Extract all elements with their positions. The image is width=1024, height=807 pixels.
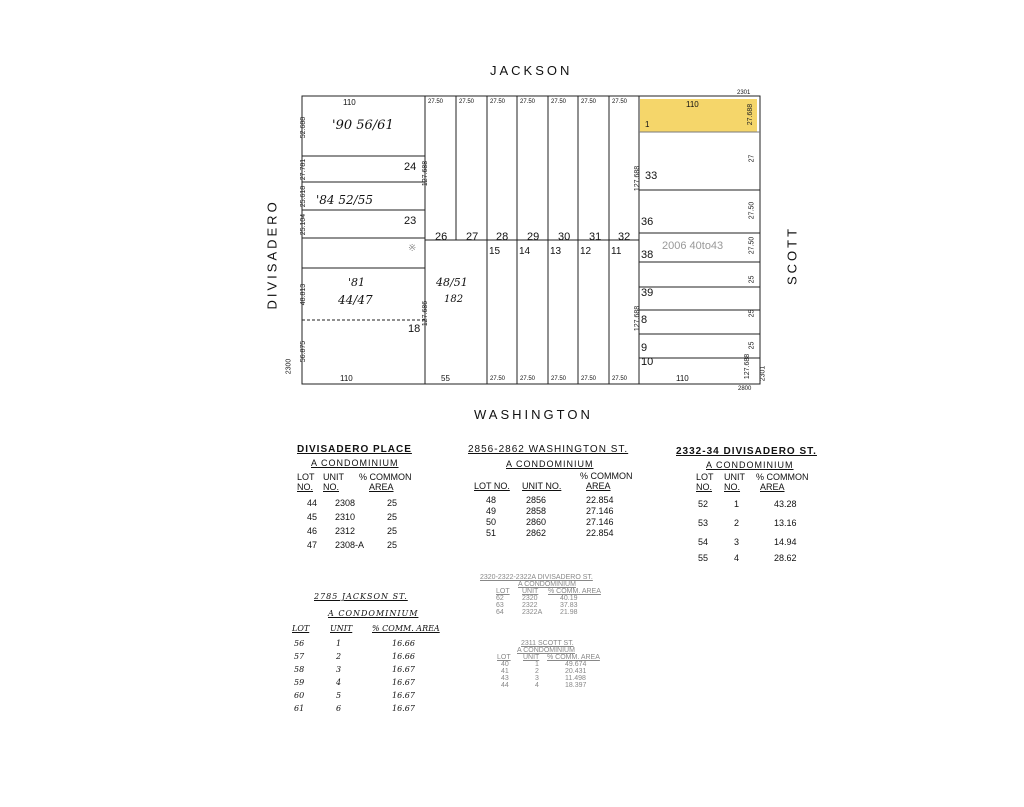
- left-depth: 27.781: [300, 158, 308, 181]
- header-cell: AREA: [760, 482, 785, 492]
- table-row: 58 3 16.67: [294, 665, 415, 674]
- stamp-note: 2006 40to43: [662, 240, 724, 252]
- left-depth: 52.688: [300, 116, 308, 139]
- right-depth: 127.688: [634, 305, 642, 332]
- header-cell: UNIT: [523, 654, 540, 661]
- header-cell: LOT: [497, 654, 511, 661]
- right-side-depth: 27: [748, 154, 756, 163]
- table-row: 56 1 16.66: [294, 639, 415, 648]
- table-subtitle: A CONDOMINIUM: [706, 460, 794, 470]
- note-mid-sub: 182: [444, 294, 464, 305]
- lot-number[interactable]: 18: [408, 323, 421, 335]
- table-header: [468, 481, 638, 491]
- lot-number[interactable]: 36: [641, 216, 654, 228]
- header-cell: LOT: [297, 472, 315, 482]
- note-mid-range: 48/51: [436, 276, 468, 289]
- lot-number[interactable]: 32: [618, 231, 631, 243]
- header-cell: % COMM. AREA: [548, 588, 601, 595]
- note-upper: '90 56/61: [332, 118, 394, 133]
- table-divisadero-place: [297, 444, 437, 550]
- right-bottom-side: 2301: [759, 365, 767, 382]
- bottom-mid-frontage: 55: [441, 374, 450, 383]
- header-cell: AREA: [369, 482, 394, 492]
- lot-number[interactable]: 13: [550, 246, 562, 257]
- note-middle: '84 52/55: [316, 193, 373, 207]
- header-cell: % COMM. AREA: [547, 654, 600, 661]
- highlight-depth: 27.688: [747, 103, 755, 126]
- table-row: 57 2 16.66: [294, 652, 415, 661]
- table-row: 62 2320 40.19: [496, 595, 578, 602]
- table-header: [297, 472, 437, 482]
- header-cell: % COMMON: [580, 471, 633, 481]
- table-title: DIVISADERO PLACE: [297, 444, 412, 455]
- top-frontage: 27.50: [428, 99, 444, 105]
- header-cell: AREA: [586, 481, 611, 491]
- table-row: 45 2310 25: [307, 512, 398, 522]
- lot-number[interactable]: 39: [641, 287, 654, 299]
- table-subtitle: A CONDOMINIUM: [517, 647, 575, 654]
- lot-number[interactable]: 23: [404, 215, 417, 227]
- table-title: 2785 JACKSON ST.: [314, 592, 408, 601]
- table-divisadero-st-2: [480, 574, 640, 616]
- mid-depth: 127.686: [422, 300, 430, 327]
- table-row: 54 3 14.94: [698, 537, 797, 547]
- table-row: 53 2 13.16: [698, 518, 797, 528]
- table-header: [676, 472, 836, 482]
- right-depth: 127.688: [744, 353, 752, 380]
- lot-number[interactable]: 26: [435, 231, 448, 243]
- right-side-depth: 27.50: [748, 201, 756, 220]
- table-subtitle: A CONDOMINIUM: [311, 458, 399, 468]
- header-cell: LOT: [696, 472, 714, 482]
- bottom-frontage: 27.50: [581, 376, 597, 382]
- table-jackson-st: [292, 592, 452, 713]
- table-header: [676, 482, 836, 492]
- right-side-depth: 25: [748, 341, 756, 350]
- table-row: 59 4 16.67: [294, 678, 415, 687]
- left-depth: 25.104: [300, 213, 308, 236]
- left-depth: 56.875: [300, 340, 308, 363]
- top-frontage: 27.50: [612, 99, 628, 105]
- header-cell: UNIT: [330, 624, 353, 633]
- table-title: 2332-34 DIVISADERO ST.: [676, 446, 817, 457]
- table-row: 43 3 11.498: [501, 675, 586, 682]
- street-jackson: JACKSON: [490, 63, 573, 78]
- lot-number[interactable]: 38: [641, 249, 654, 261]
- lot-number[interactable]: 29: [527, 231, 540, 243]
- corner-top-right: 2301: [737, 90, 751, 96]
- highlight-lot: 1: [645, 120, 650, 129]
- header-cell: % COMMON: [359, 472, 412, 482]
- table-row: 60 5 16.67: [294, 691, 415, 700]
- header-cell: UNIT NO.: [522, 481, 562, 491]
- note-mark: ※: [408, 243, 417, 254]
- table-row: 40 1 49.674: [501, 661, 587, 668]
- corner-bottom-right: 2800: [738, 386, 752, 392]
- header-cell: % COMMON: [756, 472, 809, 482]
- top-frontage: 27.50: [490, 99, 506, 105]
- table-header: [496, 588, 640, 595]
- note-lower-year: '81: [348, 276, 366, 289]
- highlight-frontage: 110: [686, 100, 699, 109]
- bottom-right-frontage: 110: [676, 374, 689, 383]
- table-row: 49 2858 27.146: [486, 506, 614, 516]
- table-title: 2311 SCOTT ST.: [521, 640, 574, 647]
- table-row: 50 2860 27.146: [486, 517, 614, 527]
- bottom-frontage: 27.50: [490, 376, 506, 382]
- lot-number[interactable]: 15: [489, 246, 501, 257]
- table-header: [468, 471, 638, 481]
- table-washington-st: [468, 444, 638, 538]
- table-row: 47 2308-A 25: [307, 540, 398, 550]
- right-side-depth: 27.50: [748, 236, 756, 255]
- table-row: 63 2322 37.83: [496, 602, 578, 609]
- table-subtitle: A CONDOMINIUM: [506, 459, 594, 469]
- table-subtitle: A CONDOMINIUM: [328, 609, 419, 618]
- table-divisadero-st: [676, 446, 836, 563]
- table-scott-st: [497, 640, 647, 689]
- table-row: 61 6 16.67: [294, 704, 415, 713]
- header-cell: NO.: [696, 482, 713, 492]
- table-row: 46 2312 25: [307, 526, 398, 536]
- bottom-frontage: 27.50: [612, 376, 628, 382]
- lot-number[interactable]: 14: [519, 246, 531, 257]
- lot-number[interactable]: 8: [641, 314, 648, 326]
- table-header: [292, 624, 452, 633]
- street-scott: SCOTT: [784, 225, 800, 286]
- lot-number[interactable]: 31: [589, 231, 602, 243]
- top-frontage: 27.50: [581, 99, 597, 105]
- table-row: 44 2308 25: [307, 498, 398, 508]
- table-row: 41 2 20.431: [501, 668, 587, 675]
- lot-number[interactable]: 33: [645, 170, 658, 182]
- table-row: 48 2856 22.854: [486, 495, 614, 505]
- lot-number[interactable]: 24: [404, 161, 417, 173]
- bottom-frontage: 27.50: [551, 376, 567, 382]
- table-title: 2856-2862 WASHINGTON ST.: [468, 444, 629, 455]
- left-depth: 48.813: [300, 283, 308, 306]
- lot-number[interactable]: 30: [558, 231, 571, 243]
- header-cell: NO.: [297, 482, 314, 492]
- header-cell: LOT: [496, 588, 510, 595]
- lot-number[interactable]: 11: [611, 246, 622, 257]
- right-side-depth: 25: [748, 275, 756, 284]
- table-header: [497, 654, 647, 661]
- lot-number[interactable]: 12: [580, 246, 592, 257]
- header-cell: NO.: [724, 482, 741, 492]
- table-subtitle: A CONDOMINIUM: [518, 581, 576, 588]
- lot-number[interactable]: 28: [496, 231, 509, 243]
- table-title: 2320-2322-2322A DIVISADERO ST.: [480, 574, 593, 581]
- header-cell: % COMM. AREA: [372, 624, 440, 633]
- street-washington: WASHINGTON: [474, 407, 593, 422]
- lot-number[interactable]: 10: [641, 356, 654, 368]
- table-row: 52 1 43.28: [698, 499, 797, 509]
- header-cell: LOT: [292, 624, 310, 633]
- header-cell: NO.: [323, 482, 340, 492]
- right-depth: 127.688: [634, 165, 642, 192]
- right-side-depth: 25: [748, 309, 756, 318]
- street-divisadero: DIVISADERO: [264, 199, 280, 310]
- note-lower-range: 44/47: [338, 293, 373, 307]
- table-row: 51 2862 22.854: [486, 528, 614, 538]
- table-row: 55 4 28.62: [698, 553, 797, 563]
- mid-depth: 127.688: [422, 160, 430, 187]
- table-row: 44 4 18.397: [501, 682, 587, 689]
- bottom-frontage: 27.50: [520, 376, 536, 382]
- header-cell: LOT NO.: [474, 481, 510, 491]
- table-row: 64 2322A 21.98: [496, 609, 578, 616]
- table-header: [297, 482, 437, 492]
- top-left-frontage: 110: [343, 98, 356, 107]
- top-frontage: 27.50: [551, 99, 567, 105]
- header-cell: UNIT: [522, 588, 539, 595]
- top-frontage: 27.50: [520, 99, 536, 105]
- top-frontage: 27.50: [459, 99, 475, 105]
- lot-number[interactable]: 27: [466, 231, 479, 243]
- corner-bottom-left: 2300: [285, 358, 293, 375]
- header-cell: UNIT: [323, 472, 344, 482]
- lot-number[interactable]: 9: [641, 342, 648, 354]
- header-cell: UNIT: [724, 472, 745, 482]
- left-depth: 25.618: [300, 185, 308, 208]
- bottom-left-frontage: 110: [340, 374, 353, 383]
